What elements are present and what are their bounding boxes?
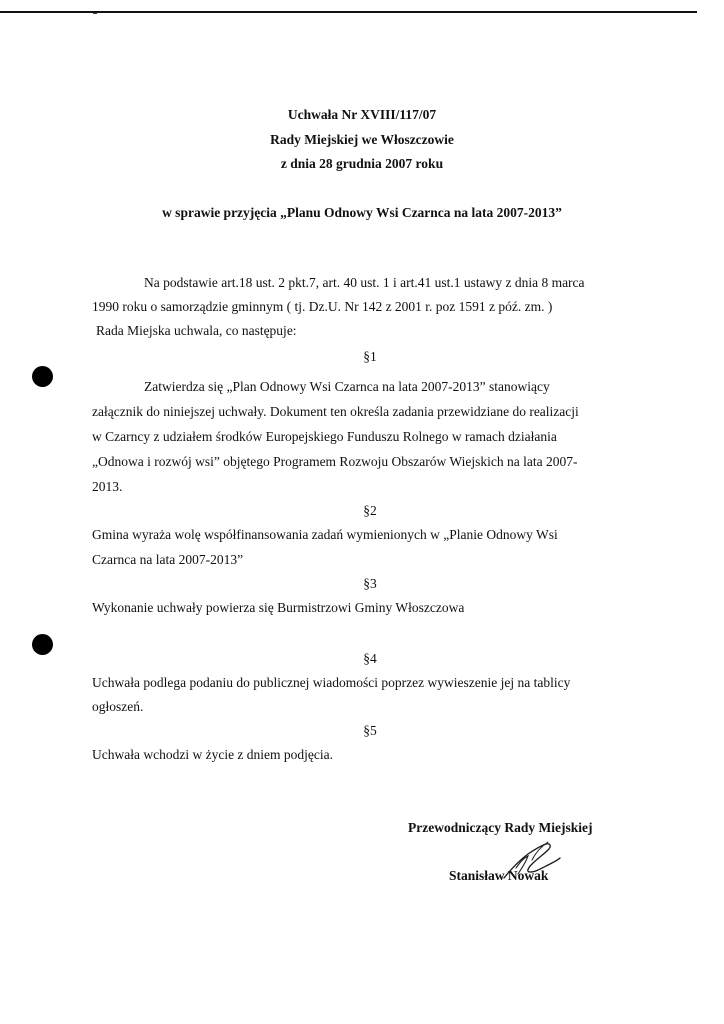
signatory-name: Stanisław Nowak (449, 868, 549, 883)
section-1-line-2: załącznik do niniejszej uchwały. Dokument ten określa zadania przewidziane do realizacji (92, 404, 579, 419)
section-3-line-1: Wykonanie uchwały powierza się Burmistrzowi Gminy Włoszczowa (92, 600, 465, 615)
intro-line-2: 1990 roku o samorządzie gminnym ( tj. Dz.U. Nr 142 z 2001 r. poz 1591 z póź. zm. ) (92, 299, 553, 314)
top-scan-rule (0, 11, 697, 13)
section-4-line-1: Uchwała podlega podaniu do publicznej wiadomości poprzez wywieszenie jej na tablicy (92, 675, 571, 690)
section-2-line-2: Czarnca na lata 2007-2013” (92, 552, 244, 567)
section-mark-4: §4 (363, 651, 377, 666)
intro-line-3: Rada Miejska uchwala, co następuje: (96, 323, 297, 338)
scan-mark (93, 13, 97, 17)
section-1-line-1: Zatwierdza się „Plan Odnowy Wsi Czarnca na lata 2007-2013” stanowiący (144, 379, 550, 394)
intro-line-1: Na podstawie art.18 ust. 2 pkt.7, art. 40 ust. 1 i art.41 ust.1 ustawy z dnia 8 marca (144, 275, 585, 290)
section-mark-2: §2 (363, 503, 377, 518)
section-mark-3: §3 (363, 576, 377, 591)
section-2-line-1: Gmina wyraża wolę współfinansowania zadań wymienionych w „Planie Odnowy Wsi (92, 527, 558, 542)
section-1-line-5: 2013. (92, 479, 123, 494)
section-mark-5: §5 (363, 723, 377, 738)
punch-hole-top (32, 366, 53, 387)
section-5-line-1: Uchwała wchodzi w życie z dniem podjęcia. (92, 747, 334, 762)
section-4-line-2: ogłoszeń. (92, 699, 144, 714)
resolution-date: z dnia 28 grudnia 2007 roku (280, 156, 444, 171)
resolution-subject: w sprawie przyjęcia „Planu Odnowy Wsi Czarnca na lata 2007-2013” (162, 205, 562, 220)
section-1-line-4: „Odnowa i rozwój wsi” objętego Programem Rozwoju Obszarów Wiejskich na lata 2007- (92, 454, 578, 469)
handwritten-signature (498, 838, 562, 890)
signatory-title: Przewodniczący Rady Miejskiej (408, 820, 593, 835)
resolution-number: Uchwała Nr XVIII/117/07 (287, 107, 437, 122)
section-mark-1: §1 (363, 349, 377, 364)
council-name: Rady Miejskiej we Włoszczowie (270, 132, 454, 147)
section-1-line-3: w Czarncy z udziałem środków Europejskiego Funduszu Rolnego w ramach działania (92, 429, 557, 444)
